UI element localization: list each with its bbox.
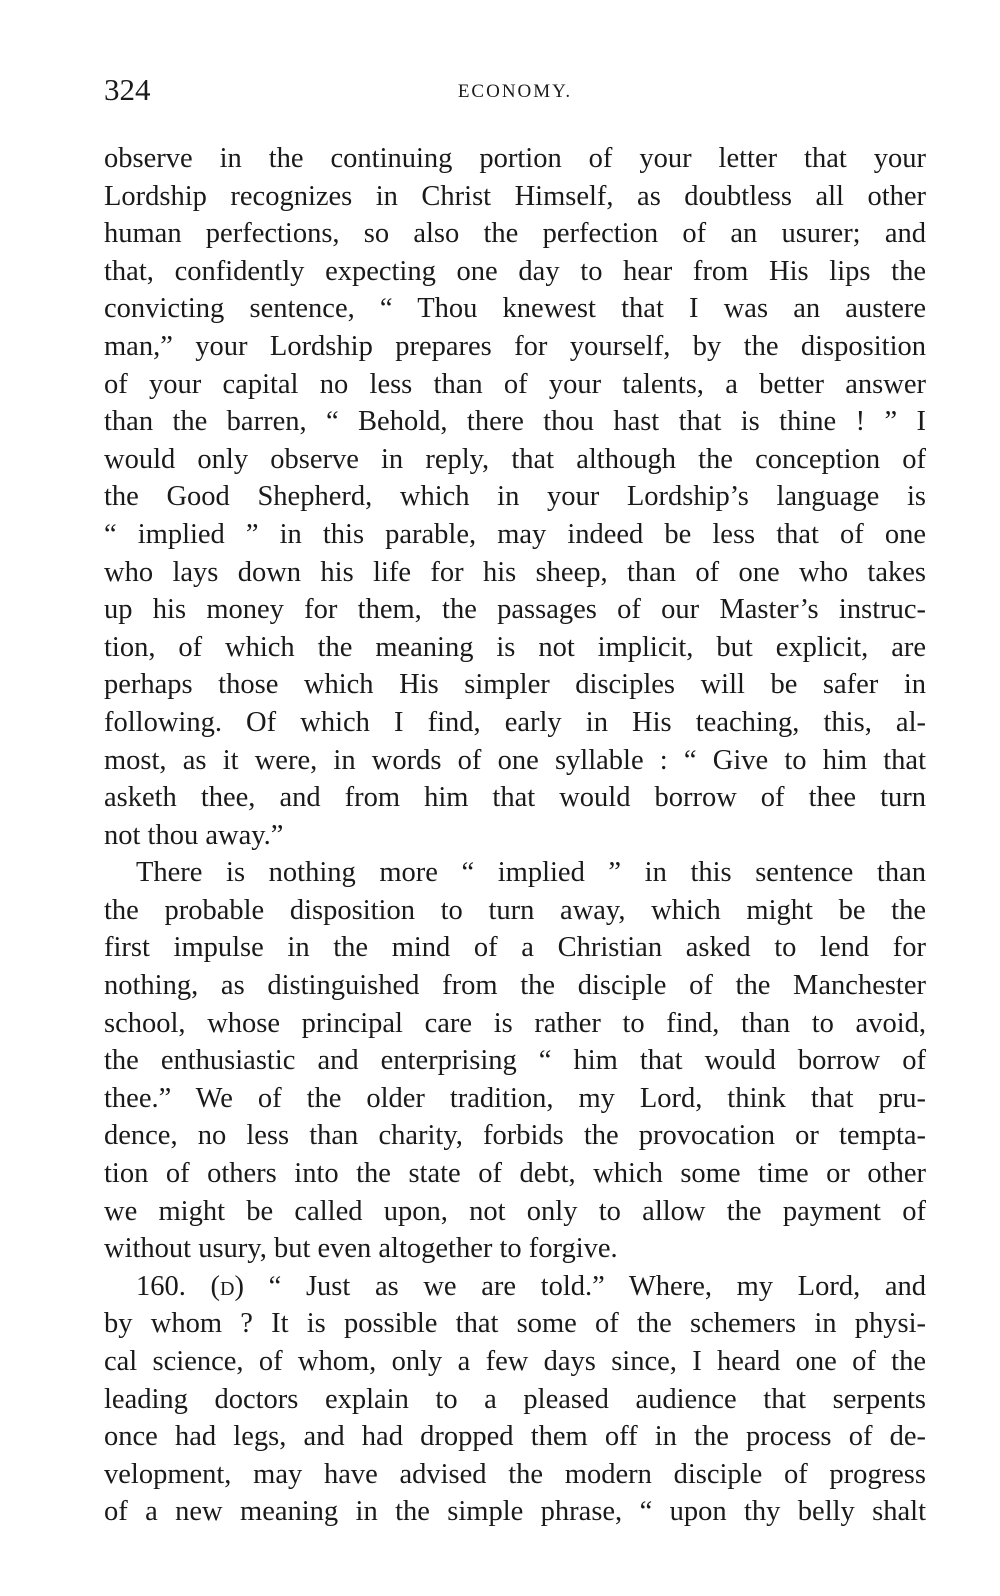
section-opening-text: “ Just as we are told.” Where, my Lord, and [268,1270,927,1302]
text-line: once had legs, and had dropped them off in the process of de- [104,1421,926,1453]
text-line: cal science, of whom, only a few days since, I heard one of the [104,1346,926,1377]
paragraph-first-line: There is nothing more “ implied ” in this sentence than [136,857,926,889]
paragraph-first-line [104,1268,926,1306]
text-line: the probable disposition to turn away, which might be the [104,894,926,926]
text-line: without usury, but even altogether to forgive. [104,1233,618,1265]
running-title: ECONOMY. [457,81,573,102]
text-line: velopment, may have advised the modern disciple of progress [104,1458,926,1490]
text-line: first impulse in the mind of a Christian asked to lend for [104,932,926,964]
text-line: we might be called upon, not only to allow the payment of [104,1195,926,1227]
text-line: that, confidently expecting one day to hear from His lips the [104,255,926,287]
section-letter-open: ( [210,1270,221,1302]
text-line: thee.” We of the older tradition, my Lord, think that pru- [104,1082,926,1114]
text-line: would only observe in reply, that although the conception of [104,443,926,475]
page-number: 324 [104,72,151,107]
text-line: tion, of which the meaning is not implicit, but explicit, are [104,631,926,663]
text-line: dence, no less than charity, forbids the provocation or tempta- [104,1120,926,1152]
text-line: the enthusiastic and enterprising “ him that would borrow of [104,1045,926,1077]
section-letter-close: ) [234,1270,244,1302]
section-letter: d [220,1270,235,1302]
text-line: perhaps those which His simpler disciples will be safer in [104,669,926,701]
text-line: school, whose principal care is rather to find, than to avoid, [104,1007,926,1039]
text-line: nothing, as distinguished from the disciple of the Manchester [104,970,926,1002]
text-line: of a new meaning in the simple phrase, “ upon thy belly shalt [104,1496,926,1528]
text-line: not thou away.” [104,819,284,851]
text-line: who lays down his life for his sheep, than of one who takes [104,556,926,588]
text-line: man,” your Lordship prepares for yourself, by the disposition [104,330,926,362]
text-line: observe in the continuing portion of your letter that your [104,143,926,174]
running-head [104,72,926,112]
text-line: up his money for them, the passages of our Master’s instruc- [104,594,926,626]
section-number: 160. [136,1270,186,1302]
text-line: following. Of which I find, early in His teaching, this, al- [104,706,926,738]
text-line: most, as it were, in words of one syllable : “ Give to him that [104,744,926,776]
body-text [104,140,926,1531]
text-line: leading doctors explain to a pleased audience that serpents [104,1383,926,1415]
text-line: tion of others into the state of debt, which some time or other [104,1158,926,1190]
text-line: convicting sentence, “ Thou knewest that I was an austere [104,293,926,325]
text-line: human perfections, so also the perfection of an usurer; and [104,218,926,250]
text-line: than the barren, “ Behold, there thou hast that is thine ! ” I [104,406,926,438]
text-line: Lordship recognizes in Christ Himself, as doubtless all other [104,180,926,212]
text-line: of your capital no less than of your talents, a better answer [104,368,926,400]
text-line: asketh thee, and from him that would borrow of thee turn [104,782,926,814]
text-line: by whom ? It is possible that some of the schemers in physi- [104,1308,926,1340]
text-line: the Good Shepherd, which in your Lordship’s language is [104,481,926,513]
text-line: “ implied ” in this parable, may indeed be less that of one [104,518,926,550]
